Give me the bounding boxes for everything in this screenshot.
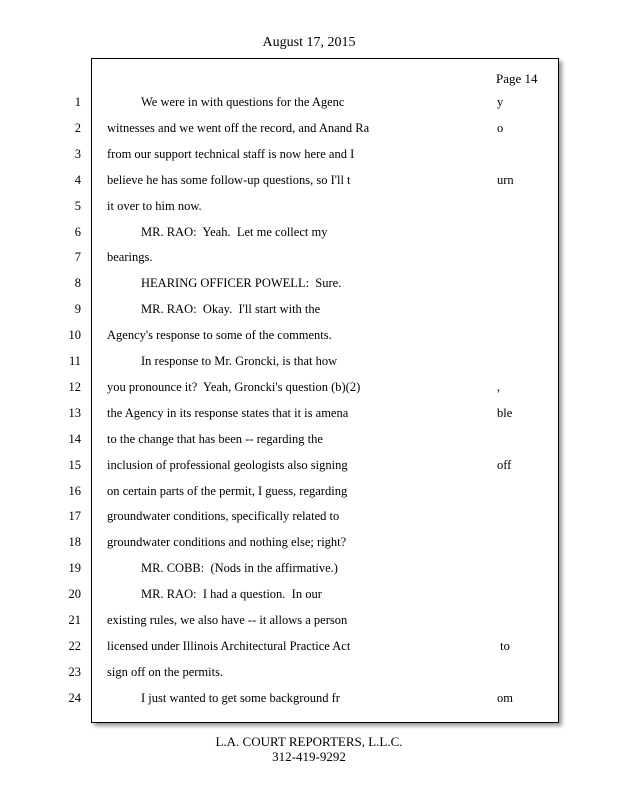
line-text: licensed under Illinois Architectural Practice Act xyxy=(107,638,351,653)
transcript-line xyxy=(0,611,618,629)
page-number: Page 14 xyxy=(496,71,538,86)
line-overflow-text: om xyxy=(497,690,513,705)
line-text: you pronounce it? Yeah, Groncki's question (b)(2) xyxy=(107,379,361,394)
line-number: 21 xyxy=(68,613,81,627)
line-text: MR. RAO: Okay. I'll start with the xyxy=(141,302,321,317)
line-number: 14 xyxy=(68,431,81,446)
line-number: 1 xyxy=(74,95,81,109)
transcript-line xyxy=(0,663,618,681)
line-text: the Agency in its response states that it is amena xyxy=(107,405,349,420)
line-overflow-text: ble xyxy=(497,405,513,420)
line-text: MR. RAO: Yeah. Let me collect my xyxy=(141,224,328,239)
transcript-line xyxy=(0,482,618,500)
transcript-line xyxy=(0,171,618,189)
line-text: We were in with questions for the Agenc xyxy=(141,95,345,109)
line-number: 2 xyxy=(74,120,81,135)
line-overflow-text: , xyxy=(497,379,501,394)
footer-company: L.A. COURT REPORTERS, L.L.C. xyxy=(215,734,403,749)
line-number: 23 xyxy=(68,664,81,679)
line-number: 24 xyxy=(68,690,81,705)
line-overflow-text: y xyxy=(497,95,504,109)
transcript-line xyxy=(0,145,618,163)
line-text: HEARING OFFICER POWELL: Sure. xyxy=(141,276,342,291)
transcript-line xyxy=(0,559,618,577)
line-number: 18 xyxy=(68,535,81,550)
line-text: In response to Mr. Groncki, is that how xyxy=(141,354,338,368)
transcript-line xyxy=(0,378,618,396)
line-number: 5 xyxy=(74,198,81,213)
transcript-line xyxy=(0,430,618,448)
line-text: MR. RAO: I had a question. In our xyxy=(141,587,322,602)
transcript-line xyxy=(0,533,618,551)
line-number: 6 xyxy=(74,224,81,239)
transcript-line xyxy=(0,223,618,241)
line-text: to the change that has been -- regarding the xyxy=(107,431,323,446)
line-number: 19 xyxy=(68,561,81,576)
line-text: from our support technical staff is now here and I xyxy=(107,146,355,161)
line-text: I just wanted to get some background fr xyxy=(141,690,340,705)
transcript-line xyxy=(0,93,618,111)
line-overflow-text: urn xyxy=(497,172,514,187)
transcript-line xyxy=(0,326,618,344)
line-text: groundwater conditions, specifically related to xyxy=(107,509,340,524)
transcript-line xyxy=(0,689,618,707)
transcript-line xyxy=(0,197,618,215)
line-number: 20 xyxy=(68,587,81,602)
footer-phone: 312-419-9292 xyxy=(272,749,346,764)
line-text: believe he has some follow-up questions, so I'll t xyxy=(107,172,351,187)
line-number: 17 xyxy=(68,509,81,524)
transcript-line xyxy=(0,404,618,422)
header-date: August 17, 2015 xyxy=(262,35,356,50)
line-text: sign off on the permits. xyxy=(107,664,224,679)
transcript-line xyxy=(0,585,618,603)
line-number: 7 xyxy=(74,250,81,265)
transcript-line xyxy=(0,456,618,474)
line-number: 9 xyxy=(74,302,81,317)
transcript-line xyxy=(0,637,618,655)
line-overflow-text: to xyxy=(497,638,510,653)
footer xyxy=(0,734,618,764)
line-number: 16 xyxy=(68,483,81,498)
line-text: on certain parts of the permit, I guess, regarding xyxy=(107,483,348,498)
line-text: witnesses and we went off the record, and Anand Ra xyxy=(107,120,370,135)
line-number: 13 xyxy=(68,405,81,420)
line-number: 10 xyxy=(68,328,81,343)
transcript-line xyxy=(0,300,618,318)
line-text: inclusion of professional geologists also signing xyxy=(107,457,348,472)
transcript-line xyxy=(0,119,618,137)
line-overflow-text: o xyxy=(497,120,504,135)
line-number: 8 xyxy=(74,276,81,291)
line-text: groundwater conditions and nothing else; right? xyxy=(107,535,347,550)
line-text: bearings. xyxy=(107,250,153,265)
transcript-line xyxy=(0,507,618,525)
line-text: it over to him now. xyxy=(107,198,202,213)
line-text: MR. COBB: (Nods in the affirmative.) xyxy=(141,561,338,576)
transcript-line xyxy=(0,352,618,370)
line-number: 4 xyxy=(74,172,81,187)
line-text: Agency's response to some of the comments. xyxy=(107,328,332,343)
transcript-line xyxy=(0,248,618,266)
line-number: 12 xyxy=(68,379,81,394)
line-overflow-text: off xyxy=(497,457,512,472)
line-text: existing rules, we also have -- it allows a person xyxy=(107,613,348,627)
line-number: 15 xyxy=(68,457,81,472)
transcript-line xyxy=(0,274,618,292)
line-number: 3 xyxy=(74,146,81,161)
line-number: 11 xyxy=(68,354,81,368)
line-number: 22 xyxy=(68,638,81,653)
